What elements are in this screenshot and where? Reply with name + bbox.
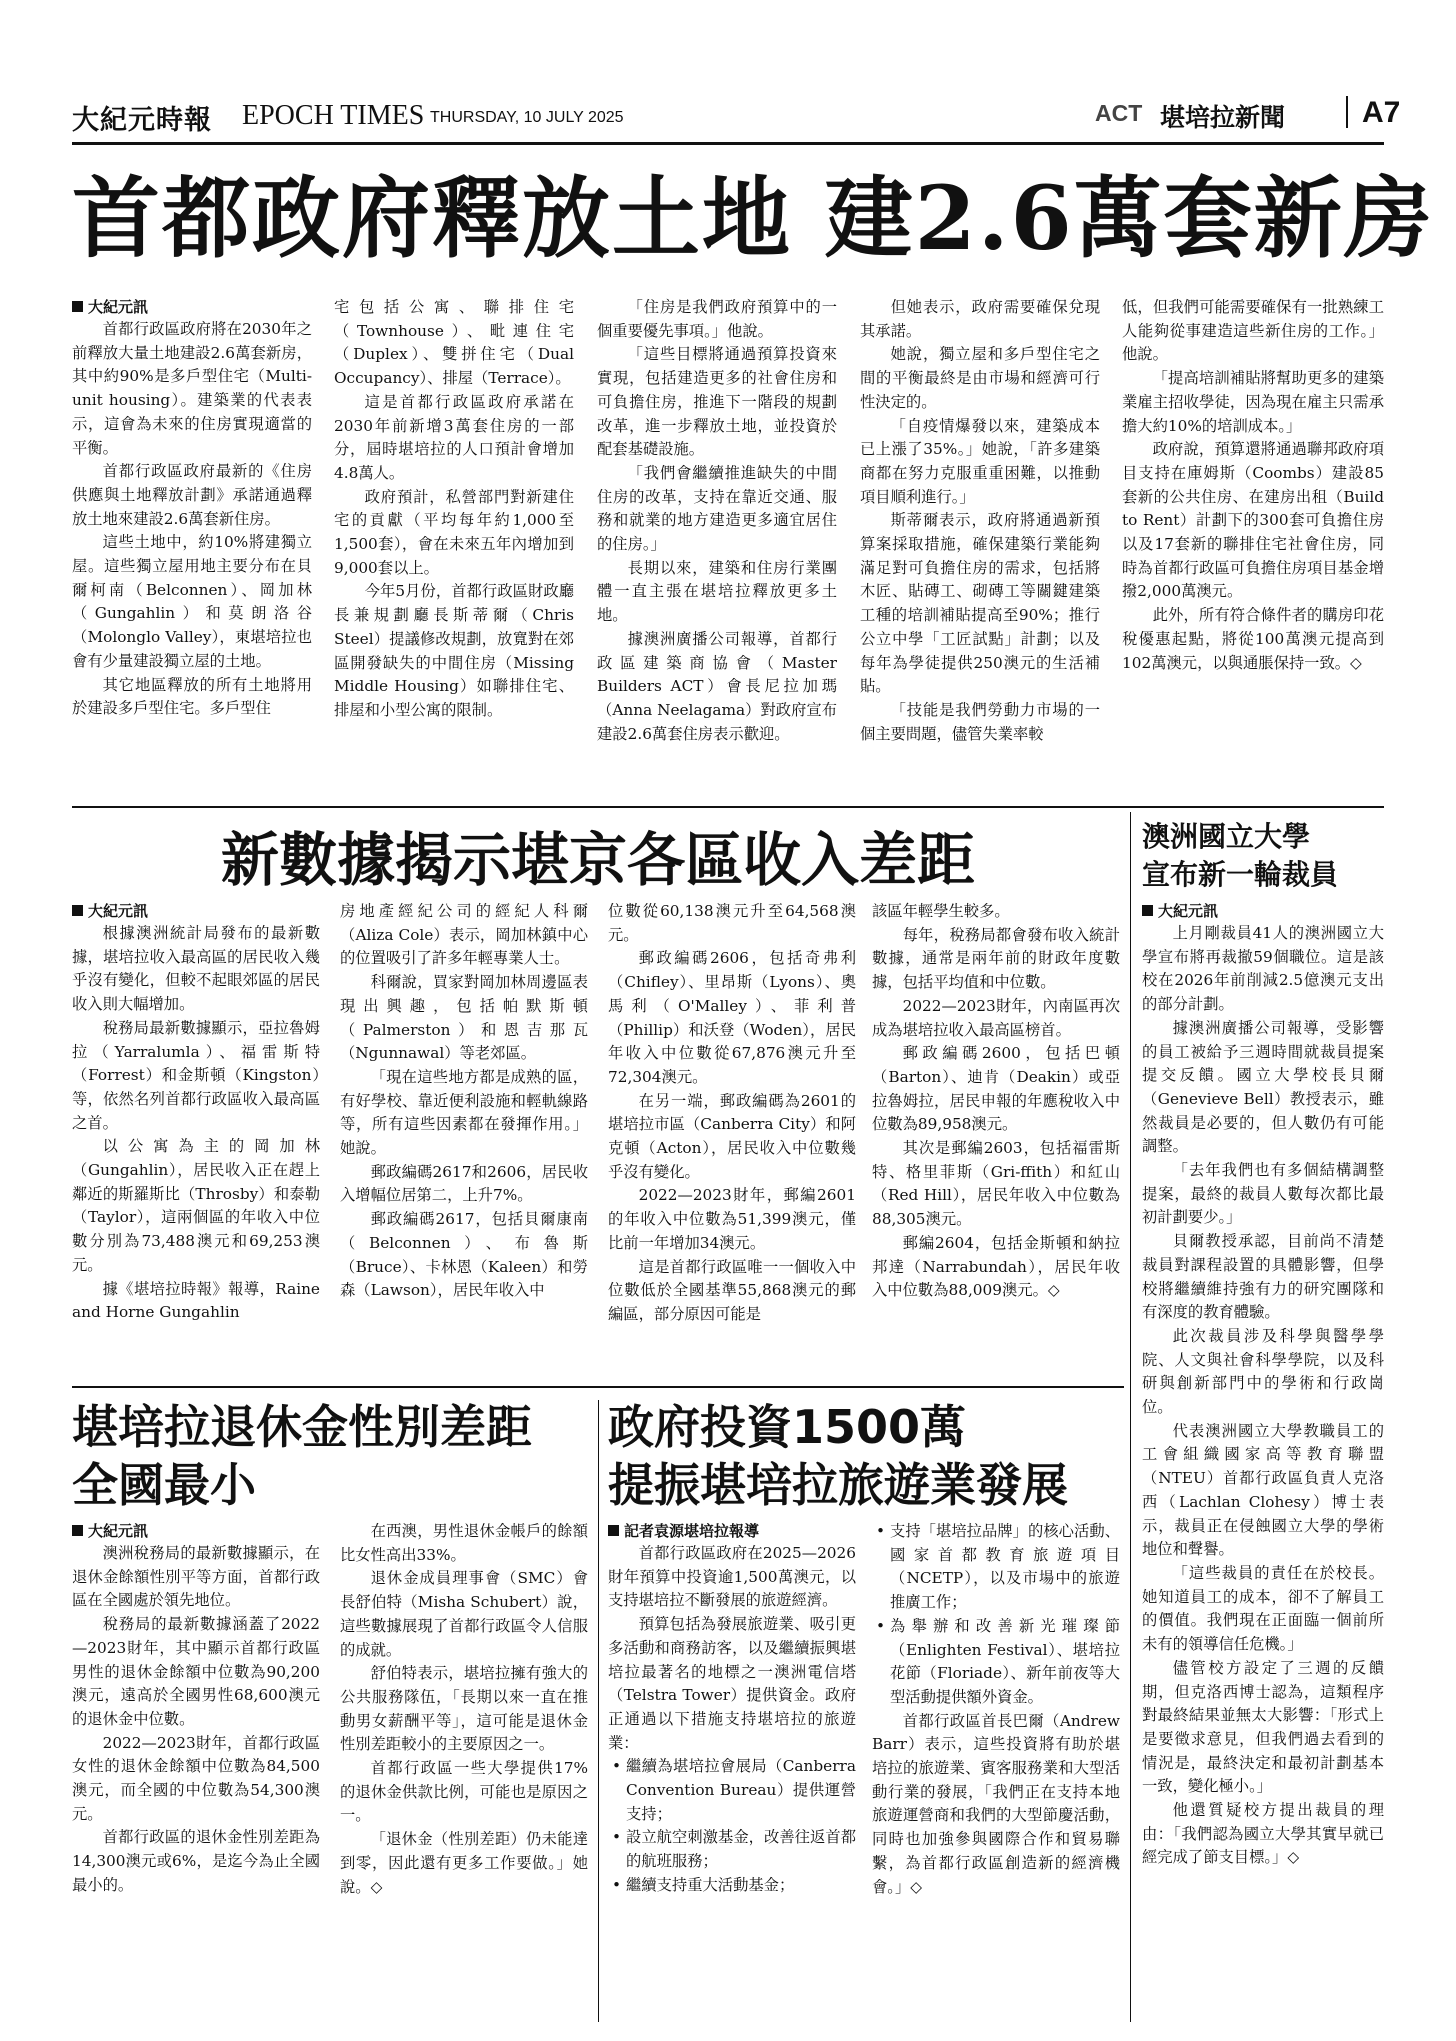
- paragraph: 代表澳洲國立大學教職員工的工會組織國家高等教育聯盟（NTEU）首都行政區負責人克洛西（Lachlan Clohesy）博士表示，裁員正在侵蝕國立大學的學術地位和聲譽。: [1142, 1421, 1384, 1559]
- paragraph: 首都行政區政府最新的《住房供應與土地釋放計劃》承諾通過釋放土地來建設2.6萬套新住房。: [72, 462, 312, 528]
- section-rule: [72, 1386, 1124, 1388]
- paragraph: 稅務局的最新數據涵蓋了2022—2023財年，其中顯示首都行政區男性的退休金餘額中位數為90,200澳元，遠高於全國男性68,600澳元的退休金中位數。: [72, 1615, 320, 1728]
- paragraph: 這是首都行政區政府承諾在2030年前新增3萬套住房的一部分，屆時堪培拉的人口預計會增加4.8萬人。: [334, 392, 574, 482]
- lead-headline: 首都政府釋放土地 建2.6萬套新房: [72, 166, 1434, 270]
- list-item: • 設立航空刺激基金，改善往返首都的航班服務；: [626, 1826, 856, 1873]
- paragraph: 「這些裁員的責任在於校長。她知道員工的成本，卻不了解員工的價值。我們現在正面臨一個前所未有的領導信任危機。」: [1142, 1563, 1384, 1654]
- anu-column: [1142, 900, 1384, 1870]
- super-headline-line-2: 全國最小: [72, 1458, 256, 1512]
- list-item: • 為舉辦和改善新光璀璨節（Enlighten Festival）、堪培拉花節（Floriade）、新年前夜等大型活動提供額外資金。: [890, 1615, 1120, 1710]
- paragraph: 此外，所有符合條件者的購房印花稅優惠起點，將從100萬澳元提高到102萬澳元，以與通脹保持一致。◇: [1122, 606, 1384, 672]
- paragraph: 稅務局最新數據顯示，亞拉魯姆拉（Yarralumla）、福雷斯特（Forrest）和金斯頓（Kingston）等，依然名列首都行政區收入最高區之首。: [72, 1018, 320, 1132]
- paragraph: 其它地區釋放的所有土地將用於建設多戶型住宅。多戶型住: [72, 675, 312, 718]
- lead-byline: 大紀元訊: [72, 296, 312, 318]
- column-divider: [1130, 812, 1131, 2022]
- byline-square-icon: [608, 1525, 619, 1536]
- list-item: • 繼續支持重大活動基金；: [626, 1874, 856, 1898]
- paragraph: 據澳洲廣播公司報導，首都行政區建築商協會（Master Builders ACT）會長尼拉加瑪（Anna Neelagama）對政府宣布建設2.6萬套住房表示歡迎。: [597, 629, 837, 743]
- byline-square-icon: [72, 905, 83, 916]
- paragraph: 郵編2604，包括金斯頓和納拉邦達（Narrabundah），居民年收入中位數為88,009澳元。◇: [872, 1233, 1120, 1300]
- paragraph: 據《堪培拉時報》報導，Raine and Horne Gungahlin: [72, 1279, 320, 1322]
- paragraph: 根據澳洲統計局發布的最新數據，堪培拉收入最高區的居民收入幾乎沒有變化，但較不起眼郊區的居民收入則大幅增加。: [72, 924, 320, 1014]
- paragraph: 「這些目標將通過預算投資來實現，包括建造更多的社會住房和可負擔住房，推進下一階段的規劃改革，進一步釋放土地，並投資於配套基礎設施。: [597, 345, 837, 459]
- tourism-column-1: [608, 1520, 856, 1898]
- paragraph: 首都行政區的退休金性別差距為14,300澳元或6%，是迄今為止全國最小的。: [72, 1828, 320, 1894]
- tourism-headline: [608, 1398, 1128, 1514]
- paragraph: 她說，獨立屋和多戶型住宅之間的平衡最終是由市場和經濟可行性決定的。: [860, 345, 1100, 411]
- paragraph: 「現在這些地方都是成熟的區，有好學校、靠近便利設施和輕軌線路等，所有這些因素都在發揮作用。」她說。: [340, 1067, 588, 1158]
- super-column-2: [340, 1520, 588, 1899]
- paragraph: 首都行政區一些大學提供17%的退休金供款比例，可能也是原因之一。: [340, 1759, 588, 1825]
- paragraph: 據澳洲廣播公司報導，受影響的員工被給予三週時間就裁員提案提交反饋。國立大學校長貝爾（Genevieve Bell）教授表示，雖然裁員是必要的，但人數仍有可能調整。: [1142, 1018, 1384, 1156]
- paragraph: 2022—2023財年，首都行政區女性的退休金餘額中位數為84,500澳元，而全國的中位數為54,300澳元。: [72, 1733, 320, 1823]
- paragraph: 他還質疑校方提出裁員的理由：「我們認為國立大學其實早就已經完成了節支目標。」◇: [1142, 1801, 1384, 1867]
- paragraph: 今年5月份，首都行政區財政廳長兼規劃廳長斯蒂爾（Chris Steel）提議修改規劃，放寬對在郊區開發缺失的中間住房（Missing Middle Housing）如聯排住宅、排屋和小型公寓的限制。: [334, 582, 574, 719]
- paragraph: 「住房是我們政府預算中的一個重要優先事項。」他說。: [597, 298, 837, 340]
- paragraph: 位數從60,138澳元升至64,568澳元。: [608, 902, 856, 944]
- masthead-chinese: 大紀元時報: [72, 105, 212, 136]
- list-item: • 繼續為堪培拉會展局（Canberra Convention Bureau）提供運營支持；: [626, 1755, 856, 1826]
- section-region: ACT: [1095, 100, 1143, 126]
- page-number: A7: [1362, 96, 1401, 129]
- paragraph: 在另一端，郵政編碼為2601的堪培拉市區（Canberra City）和阿克頓（Acton），居民收入中位數幾乎沒有變化。: [608, 1091, 856, 1181]
- paragraph: 「提高培訓補貼將幫助更多的建築業雇主招收學徒，因為現在雇主只需承擔大約10%的培訓成本。」: [1122, 369, 1384, 435]
- paragraph: 首都行政區政府將在2030年之前釋放大量土地建設2.6萬套新房，其中約90%是多戶型住宅（Multi-unit housing）。建築業的代表表示，這會為未來的住房實現適當的平衡。: [72, 320, 312, 457]
- income-column-4: [872, 900, 1120, 1303]
- paragraph: 退休金成員理事會（SMC）會長舒伯特（Misha Schubert）說，這些數據展現了首都行政區令人信服的成就。: [340, 1569, 588, 1659]
- paragraph: 郵政編碼2600，包括巴頓（Barton）、迪肯（Deakin）或亞拉魯姆拉，居民申報的年應稅收入中位數為89,958澳元。: [872, 1044, 1120, 1134]
- paragraph: 房地產經紀公司的經紀人科爾（Aliza Cole）表示，岡加林鎮中心的位置吸引了許多年輕專業人士。: [340, 902, 588, 968]
- paragraph: 長期以來，建築和住房行業團體一直主張在堪培拉釋放更多土地。: [597, 558, 837, 625]
- super-headline: [72, 1398, 592, 1514]
- income-byline: 大紀元訊: [72, 900, 320, 922]
- income-headline: 新數據揭示堪京各區收入差距: [220, 826, 975, 894]
- byline-square-icon: [1142, 905, 1153, 916]
- paragraph: 但她表示，政府需要確保兌現其承諾。: [860, 298, 1100, 340]
- paragraph: 這些土地中，約10%將建獨立屋。這些獨立屋用地主要分布在貝爾柯南（Belconnen）、岡加林（Gungahlin）和莫朗洛谷（Molonglo Valley），東堪培拉也會有少量建設獨立屋的土地。: [72, 533, 312, 670]
- byline-square-icon: [72, 301, 83, 312]
- paragraph: 貝爾教授承認，目前尚不清楚裁員對課程設置的具體影響，但學校將繼續維持強有力的研究團隊和有深度的教育體驗。: [1142, 1232, 1384, 1322]
- lead-column-5: [1122, 296, 1384, 675]
- paragraph: 2022—2023財年，內南區再次成為堪培拉收入最高區榜首。: [872, 996, 1120, 1039]
- paragraph: 「技能是我們勞動力市場的一個主要問題，儘管失業率較: [860, 700, 1100, 743]
- list-item: • 支持「堪培拉品牌」的核心活動、國家首都教育旅遊項目（NCETP），以及市場中的旅遊推廣工作；: [890, 1520, 1120, 1615]
- lead-column-2: [334, 296, 574, 723]
- tourism-headline-line-2: 提振堪培拉旅遊業發展: [608, 1458, 1068, 1512]
- paragraph: 澳洲稅務局的最新數據顯示，在退休金餘額性別平等方面，首都行政區在全國處於領先地位。: [72, 1544, 320, 1610]
- paragraph: 儘管校方設定了三週的反饋期，但克洛西博士認為，這類程序對最終結果並無太大影響：「形式上是要徵求意見，但我們過去看到的情況是，最終決定和最初計劃基本一致，變化極小。」: [1142, 1658, 1384, 1796]
- paragraph: 郵政編碼2617，包括貝爾康南（Belconnen）、布魯斯（Bruce）、卡林恩（Kaleen）和勞森（Lawson），居民年收入中: [340, 1210, 588, 1300]
- lead-column-3: [597, 296, 837, 746]
- tourism-bullet-list: [872, 1520, 1120, 1710]
- tourism-headline-line-1: 政府投資1500萬: [608, 1400, 967, 1454]
- lead-column-1: [72, 296, 312, 721]
- paragraph: 首都行政區首長巴爾（Andrew Barr）表示，這些投資將有助於堪培拉的旅遊業、賓客服務業和大型活動行業的發展，「我們正在支持本地旅遊運營商和我們的大型節慶活動，同時也加強參與國際合作和貿易聯繫，為首都行政區創造新的經濟機會。」◇: [872, 1711, 1120, 1896]
- section-divider: [1346, 96, 1348, 128]
- section-name: 堪培拉新聞: [1160, 103, 1286, 132]
- paragraph: 以公寓為主的岡加林（Gungahlin），居民收入正在趕上鄰近的斯羅斯比（Throsby）和泰勒（Taylor），這兩個區的年收入中位數分別為73,488澳元和69,253澳元。: [72, 1137, 320, 1274]
- paragraph: 其次是郵編2603，包括福雷斯特、格里菲斯（Gri-ffith）和紅山（Red Hill），居民年收入中位數為88,305澳元。: [872, 1139, 1120, 1229]
- byline-square-icon: [72, 1525, 83, 1536]
- super-column-1: [72, 1520, 320, 1898]
- paragraph: 科爾說，買家對岡加林周邊區表現出興趣，包括帕默斯頓（Palmerston）和恩吉那瓦（Ngunnawal）等老郊區。: [340, 973, 588, 1063]
- paragraph: 宅包括公寓、聯排住宅（Townhouse）、毗連住宅（Duplex）、雙拼住宅（Dual Occupancy）、排屋（Terrace）。: [334, 298, 574, 388]
- paragraph: 每年，稅務局都會發布收入統計數據，通常是兩年前的財政年度數據，包括平均值和中位數。: [872, 925, 1120, 992]
- anu-headline-line-2: 宣布新一輪裁員: [1142, 858, 1339, 891]
- paragraph: 斯蒂爾表示，政府將通過新預算案採取措施，確保建築行業能夠滿足對可負擔住房的需求，包括將木匠、貼磚工、砌磚工等關鍵建築工種的培訓補貼提高至90%；推行公立中學「工匠試點」計劃；以及每年為學徒提供250澳元的生活補貼。: [860, 511, 1100, 696]
- page-header: [72, 92, 1401, 138]
- column-divider: [598, 1400, 599, 2022]
- income-column-2: [340, 900, 588, 1303]
- income-column-3: [608, 900, 856, 1327]
- paragraph: 在西澳，男性退休金帳戶的餘額比女性高出33%。: [340, 1522, 588, 1564]
- paragraph: 2022—2023財年，郵編2601的年收入中位數為51,399澳元，僅比前一年增加34澳元。: [608, 1186, 856, 1252]
- paragraph: 預算包括為發展旅遊業、吸引更多活動和商務訪客，以及繼續振興堪培拉最著名的地標之一澳洲電信塔（Telstra Tower）提供資金。政府正通過以下措施支持堪培拉的旅遊業：: [608, 1615, 856, 1752]
- anu-headline-line-1: 澳洲國立大學: [1142, 820, 1311, 853]
- paragraph: 此次裁員涉及科學與醫學學院、人文與社會科學學院，以及科研與創新部門中的學術和行政崗位。: [1142, 1326, 1384, 1417]
- issue-date: THURSDAY, 10 JULY 2025: [430, 109, 624, 126]
- lead-column-4: [860, 296, 1100, 746]
- header-rule: [72, 142, 1384, 145]
- paragraph: 上月剛裁員41人的澳洲國立大學宣布將再裁撤59個職位。這是該校在2026年前削減2.5億澳元支出的部分計劃。: [1142, 924, 1384, 1014]
- paragraph: 低，但我們可能需要確保有一批熟練工人能夠從事建造這些新住房的工作。」他說。: [1122, 298, 1384, 364]
- tourism-bullet-list: [608, 1755, 856, 1897]
- paragraph: 該區年輕學生較多。: [872, 902, 1010, 920]
- paragraph: 郵政編碼2606，包括奇弗利（Chifley）、里昂斯（Lyons）、奧馬利（O'Malley）、菲利普（Phillip）和沃登（Woden），居民年收入中位數從67,876澳元升至72,304澳元。: [608, 949, 856, 1086]
- anu-headline: [1142, 818, 1392, 894]
- section-rule: [72, 806, 1384, 808]
- masthead-english: EPOCH TIMES: [242, 100, 425, 131]
- paragraph: 「去年我們也有多個結構調整提案，最終的裁員人數每次都比最初計劃要少。」: [1142, 1161, 1384, 1227]
- tourism-byline: 記者袁源堪培拉報導: [608, 1520, 856, 1542]
- paragraph: 「我們會繼續推進缺失的中間住房的改革，支持在靠近交通、服務和就業的地方建造更多適宜居住的住房。」: [597, 463, 837, 554]
- super-headline-line-1: 堪培拉退休金性別差距: [72, 1400, 532, 1454]
- paragraph: 這是首都行政區唯一一個收入中位數低於全國基準55,868澳元的郵編區，部分原因可能是: [608, 1257, 856, 1323]
- anu-byline: 大紀元訊: [1142, 900, 1384, 922]
- paragraph: 首都行政區政府在2025—2026財年預算中投資逾1,500萬澳元，以支持堪培拉不斷發展的旅遊經濟。: [608, 1544, 856, 1610]
- paragraph: 舒伯特表示，堪培拉擁有強大的公共服務隊伍，「長期以來一直在推動男女薪酬平等」，這可能是退休金性別差距較小的主要原因之一。: [340, 1664, 588, 1754]
- income-column-1: [72, 900, 320, 1325]
- paragraph: 政府預計，私營部門對新建住宅的貢獻（平均每年約1,000至1,500套），會在未來五年內增加到9,000套以上。: [334, 487, 574, 577]
- paragraph: 政府說，預算還將通過聯邦政府項目支持在庫姆斯（Coombs）建設85套新的公共住房、在建房出租（Build to Rent）計劃下的300套可負擔住房以及17套新的聯排住宅社會住房，同時為首都行政區可負擔住房項目基金增撥2,000萬澳元。: [1122, 440, 1384, 601]
- super-byline: 大紀元訊: [72, 1520, 320, 1542]
- paragraph: 「退休金（性別差距）仍未能達到零，因此還有更多工作要做。」她說。◇: [340, 1830, 588, 1896]
- paragraph: 郵政編碼2617和2606，居民收入增幅位居第二，上升7%。: [340, 1162, 588, 1205]
- paragraph: 「自疫情爆發以來，建築成本已上漲了35%。」她說，「許多建築商都在努力克服重重困難，以推動項目順利進行。」: [860, 416, 1100, 506]
- tourism-column-2: [872, 1520, 1120, 1899]
